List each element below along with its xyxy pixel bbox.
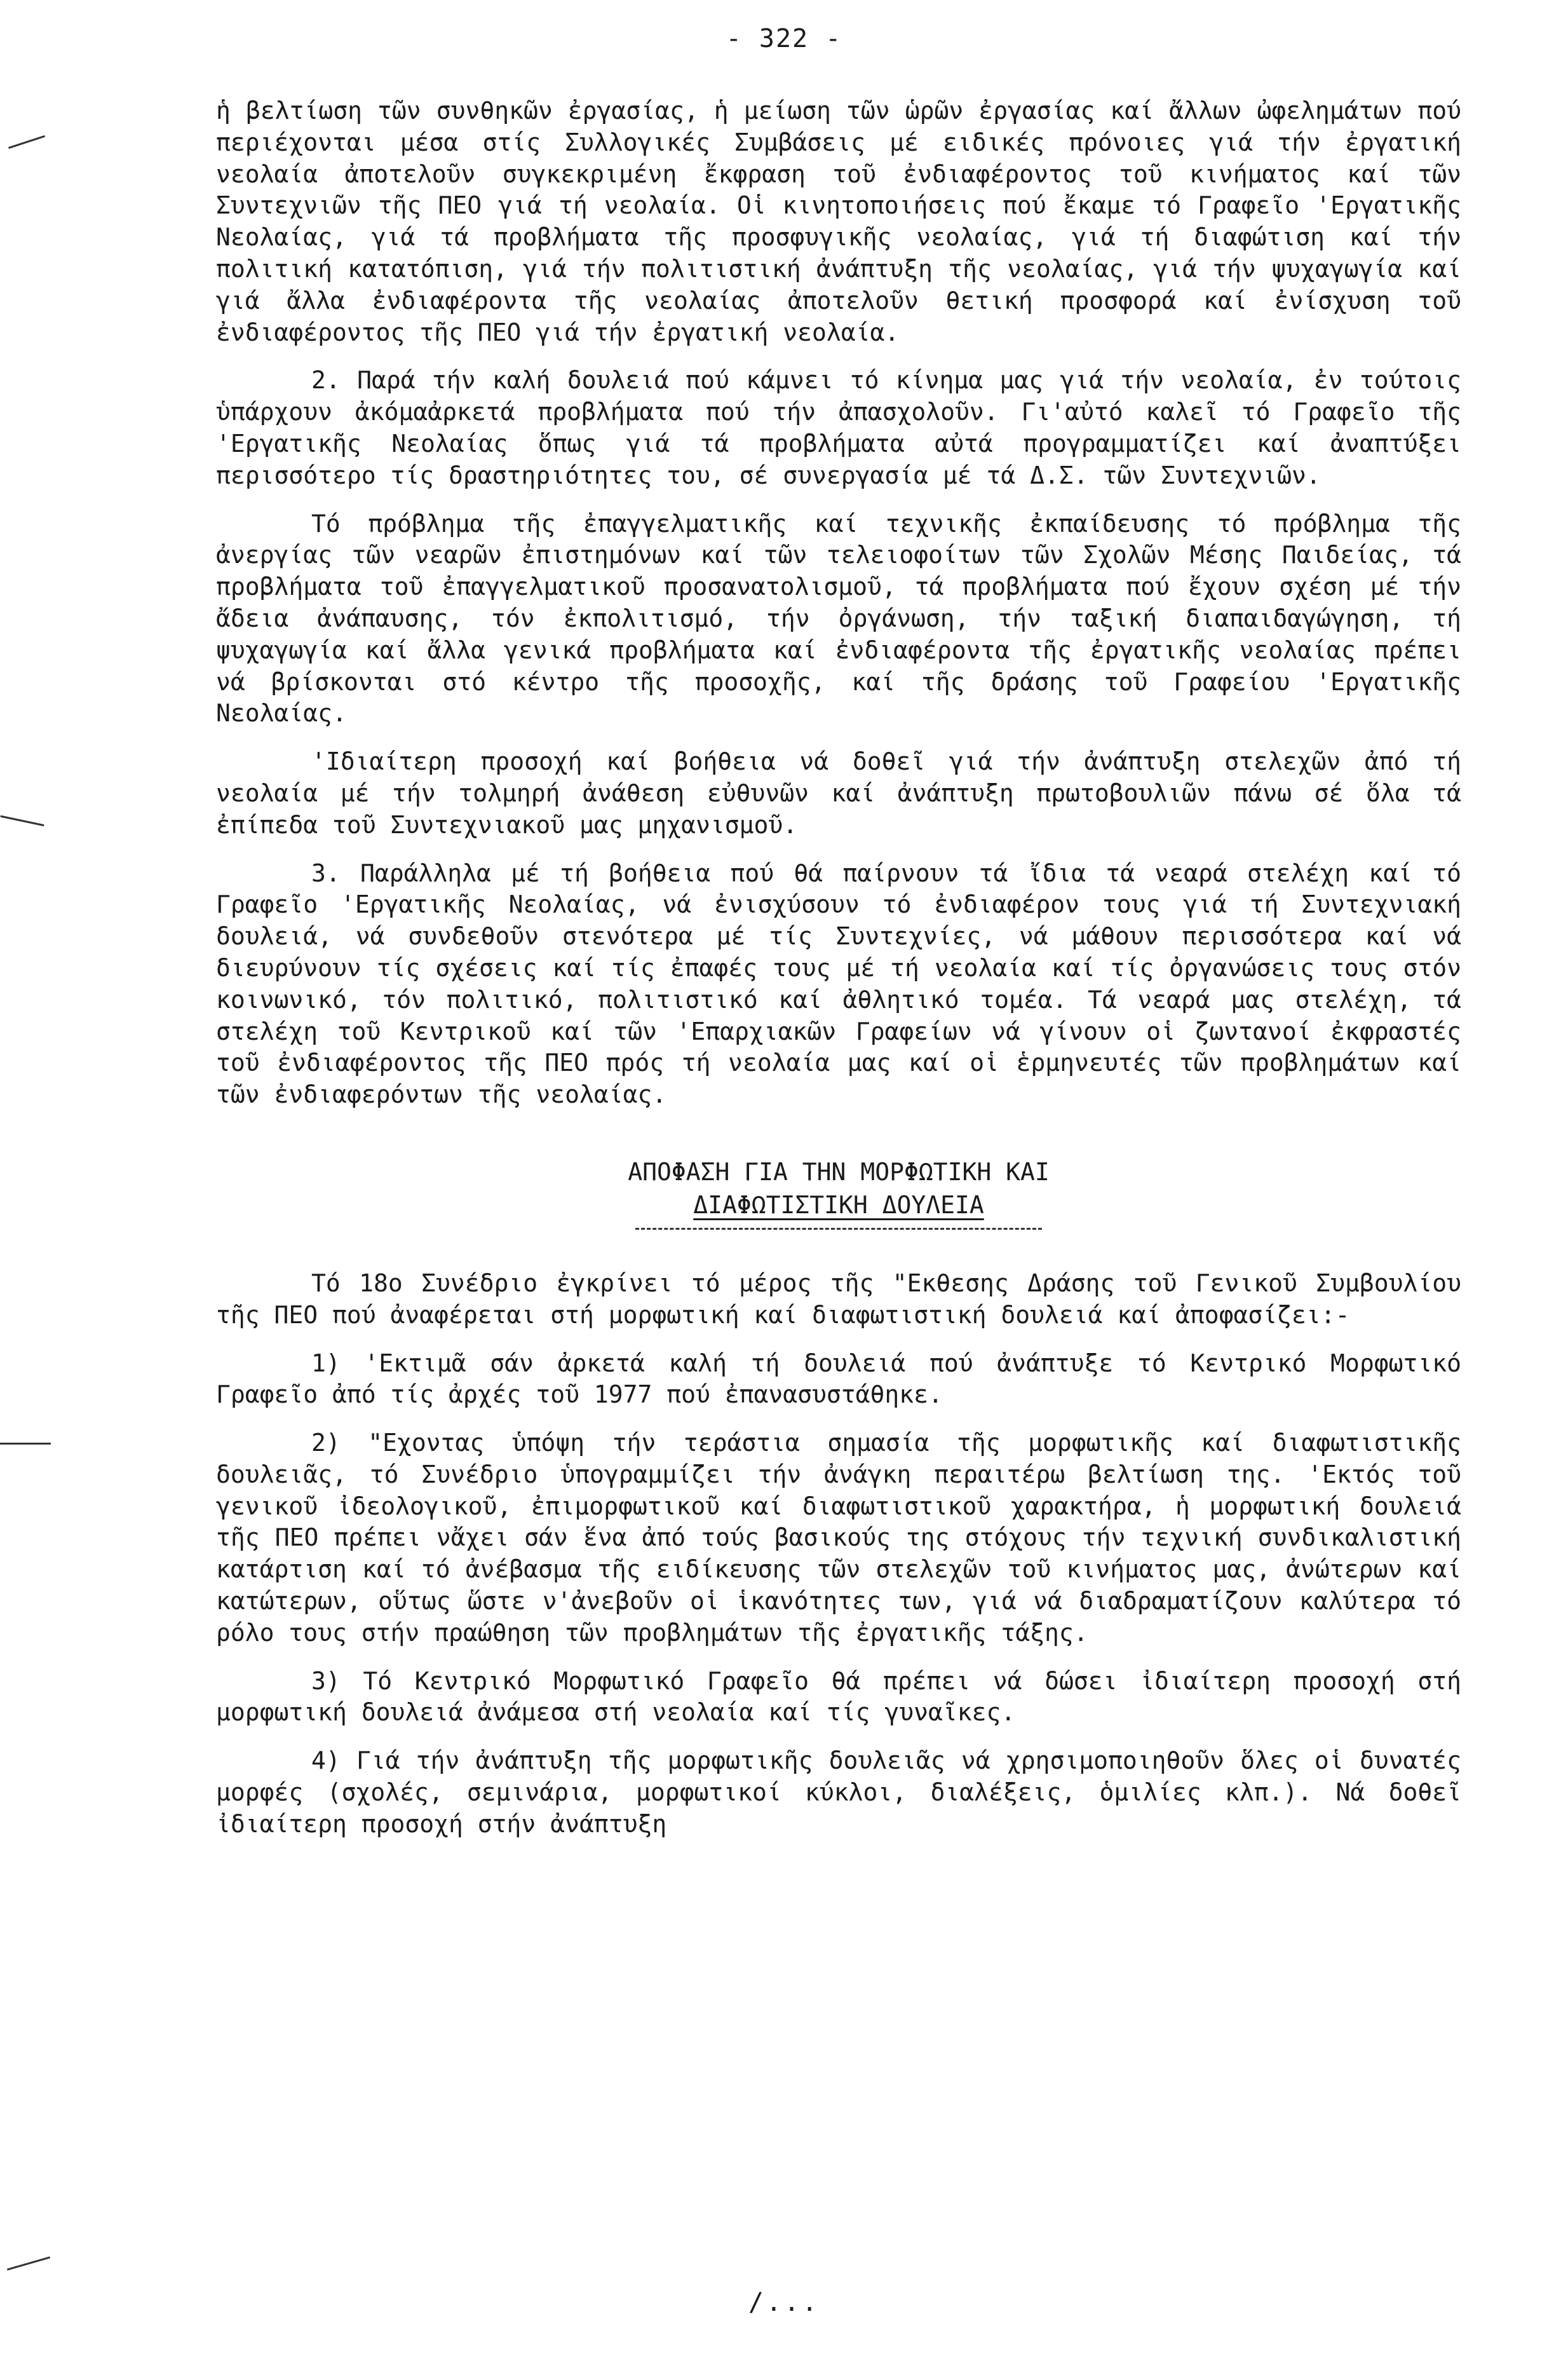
document-body [216, 95, 1461, 1857]
margin-mark [0, 1443, 51, 1445]
paragraph: ἡ βελτίωση τῶν συνθηκῶν ἐργασίας, ἡ μείωση τῶν ὡρῶν ἐργασίας καί ἄλλων ὠφελημάτων πού περιέχονται μέσα στίς Συλλογικές Συμβάσεις μέ ειδικές πρόνοιες γιά τήν ἐργατική νεολαία ἀποτελοῦν συγκεκριμένη ἔκφραση τοῦ ἐνδιαφέροντος τοῦ κινήματος καί τῶν Συντεχνιῶν τῆς ΠΕΟ γιά τή νεολαία. Οἱ κινητοποιήσεις πού ἔκαμε τό Γραφεῖο 'Εργατικῆς Νεολαίας, γιά τά προβλήματα τῆς προσφυγικῆς νεολαίας, γιά τή διαφώτιση καί τήν πολιτική κατατόπιση, γιά τήν πολιτιστική ἀνάπτυξη τῆς νεολαίας, γιά τήν ψυχαγωγία καί γιά ἄλλα ἐνδιαφέροντα τῆς νεολαίας ἀποτελοῦν θετική προσφορά καί ἐνίσχυση τοῦ ἐνδιαφέροντος τῆς ΠΕΟ γιά τήν ἐργατική νεολαία. [216, 97, 1461, 346]
paragraph: 2) "Εχοντας ὑπόψη τήν τεράστια σημασία τῆς μορφωτικῆς καί διαφωτιστικῆς δουλειᾶς, τό Συνέδριο ὑπογραμμίζει τήν ἀνάγκη περαιτέρω βελτίωση της. 'Εκτός τοῦ γενικοῦ ἰδεολογικοῦ, ἐπιμορφωτικοῦ καί διαφωτιστικοῦ χαρακτήρα, ἡ μορφωτική δουλειά τῆς ΠΕΟ πρέπει νἄχει σάν ἕνα ἀπό τούς βασικούς της στόχους τήν τεχνική συνδικαλιστική κατάρτιση καί τό ἀνέβασμα τῆς ειδίκευσης τῶν στελεχῶν τοῦ κινήματος μας, ἀνώτερων καί κατώτερων, οὕτως ὥστε ν'ἀνεβοῦν οἱ ἱκανότητες των, γιά νά διαδραματίζουν καλύτερα τό ρόλο τους στήν πραώθηση τῶν προβλημάτων τῆς ἐργατικῆς τάξης. [216, 1429, 1461, 1647]
paragraph: Τό πρόβλημα τῆς ἐπαγγελματικῆς καί τεχνικῆς ἐκπαίδευσης τό πρόβλημα τῆς ἀνεργίας τῶν νεαρῶν ἐπιστημόνων καί τῶν τελειοφοίτων τῶν Σχολῶν Μέσης Παιδείας, τά προβλήματα τοῦ ἐπαγγελματικοῦ προσανατολισμοῦ, τά προβλήματα πού ἔχουν σχέση μέ τήν ἄδεια ἀνάπαυσης, τόν ἐκπολιτισμό, τήν ὀργάνωση, τήν ταξική διαπαιδαγώγηση, τή ψυχαγωγία καί ἄλλα γενικά προβλήματα καί ἐνδιαφέροντα τῆς ἐργατικῆς νεολαίας πρέπει νά βρίσκονται στό κέντρο τῆς προσοχῆς, καί τῆς δράσης τοῦ Γραφείου 'Εργατικῆς Νεολαίας. [216, 509, 1461, 728]
paragraph: 4) Γιά τήν ἀνάπτυξη τῆς μορφωτικῆς δουλειᾶς νά χρησιμοποιηθοῦν ὅλες οἱ δυνατές μορφές (σχολές, σεμινάρια, μορφωτικοί κύκλοι, διαλέξεις, ὁμιλίες κλπ.). Νά δοθεῖ ἰδιαίτερη προσοχή στήν ἀνάπτυξη [216, 1746, 1461, 1838]
paragraph: 'Ιδιαίτερη προσοχή καί βοήθεια νά δοθεῖ γιά τήν ἀνάπτυξη στελεχῶν ἀπό τή νεολαία μέ τήν τολμηρή ἀνάθεση εὐθυνῶν καί ἀνάπτυξη πρωτοβουλιῶν πάνω σέ ὅλα τά ἐπίπεδα τοῦ Συντεχνιακοῦ μας μηχανισμοῦ. [216, 747, 1461, 839]
education-section [216, 1268, 1461, 1841]
margin-mark [7, 2256, 50, 2270]
paragraph: Τό 18ο Συνέδριο ἐγκρίνει τό μέρος τῆς "Εκθεσης Δράσης τοῦ Γενικοῦ Συμβουλίου τῆς ΠΕΟ πού ἀναφέρεται στή μορφωτική καί διαφωτιστική δουλειά καί ἀποφασίζει:- [216, 1269, 1461, 1329]
margin-mark [8, 135, 45, 149]
heading-line-1: ΑΠΟΦΑΣΗ ΓΙΑ ΤΗΝ ΜΟΡΦΩΤΙΚΗ ΚΑΙ [628, 1157, 1050, 1186]
heading-dash-rule [635, 1228, 1042, 1230]
paragraph: 3. Παράλληλα μέ τή βοήθεια πού θά παίρνουν τά ἴδια τά νεαρά στελέχη καί τό Γραφεῖο 'Εργατικῆς Νεολαίας, νά ἐνισχύσουν τό ἐνδιαφέρον τους γιά τή Συντεχνιακή δουλειά, νά συνδεθοῦν στενότερα μέ τίς Συντεχνίες, νά μάθουν περισσότερα καί νά διευρύνουν τίς σχέσεις καί τίς ἐπαφές τους μέ τή νεολαία καί τίς ὀργανώσεις τους στόν κοινωνικό, τόν πολιτικό, πολιτιστικό καί ἀθλητικό τομέα. Τά νεαρά μας στελέχη, τά στελέχη τοῦ Κεντρικοῦ καί τῶν 'Επαρχιακῶν Γραφείων νά γίνουν οἱ ζωντανοί ἐκφραστές τοῦ ἐνδιαφέροντος τῆς ΠΕΟ πρός τή νεολαία μας καί οἱ ἑρμηνευτές τῶν προβλημάτων καί τῶν ἐνδιαφερόντων τῆς νεολαίας. [216, 859, 1461, 1109]
margin-mark [0, 815, 44, 826]
paragraph: 3) Τό Κεντρικό Μορφωτικό Γραφεῖο θά πρέπει νά δώσει ἰδιαίτερη προσοχή στή μορφωτική δουλειά ἀνάμεσα στή νεολαία καί τίς γυναῖκες. [216, 1666, 1461, 1727]
section-heading [216, 1155, 1461, 1230]
paragraph: 1) 'Εκτιμᾶ σάν ἀρκετά καλή τή δουλειά πού ἀνάπτυξε τό Κεντρικό Μορφωτικό Γραφεῖο ἀπό τίς ἀρχές τοῦ 1977 πού ἐπανασυστάθηκε. [216, 1349, 1461, 1409]
page-number: - 322 - [726, 24, 842, 53]
youth-section [216, 95, 1461, 1111]
continuation-mark: /... [748, 2288, 820, 2317]
heading-line-2: ΔΙΑΦΩΤΙΣΤΙΚΗ ΔΟΥΛΕΙΑ [693, 1190, 984, 1219]
paragraph: 2. Παρά τήν καλή δουλειά πού κάμνει τό κίνημα μας γιά τήν νεολαία, ἐν τούτοις ὑπάρχουν ἀκόμαἀρκετά προβλήματα πού τήν ἀπασχολοῦν. Γι'αὐτό καλεῖ τό Γραφεῖο τῆς 'Εργατικῆς Νεολαίας ὅπως γιά τά προβλήματα αὐτά προγραμματίζει καί ἀναπτύξει περισσότερο τίς δραστηριότητες του, σέ συνεργασία μέ τά Δ.Σ. τῶν Συντεχνιῶν. [216, 366, 1461, 489]
